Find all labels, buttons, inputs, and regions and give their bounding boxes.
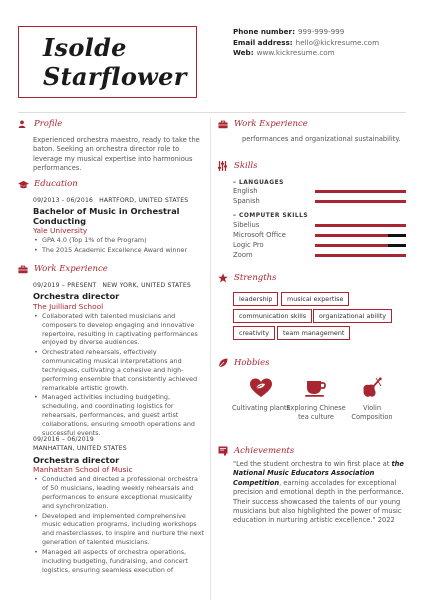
education-school: Yale University <box>33 226 88 236</box>
hobby-item <box>342 377 402 422</box>
hobby-label: Exploring Chinese tea culture <box>286 404 346 421</box>
skill-row <box>233 186 406 196</box>
list-item: • The 2015 Academic Excellence Award winner <box>33 246 205 255</box>
job-date: 09/2019 – PRESENT <box>33 282 97 289</box>
star-icon <box>218 273 232 283</box>
education-meta <box>33 196 205 205</box>
strength-tag: musical expertise <box>281 292 349 306</box>
list-item: • Collaborated with talented musicians and composers to develop engaging and innovative repertoire, resulting in captivating performances enjoyed by diverse audiences. <box>33 312 205 347</box>
education-degree: Bachelor of Music in Orchestral Conducting <box>33 206 180 226</box>
skill-bar <box>315 234 406 237</box>
job-org: The Juilliard School <box>33 301 104 311</box>
experience-cont-text: performances and organizational sustainability. <box>242 135 401 143</box>
experience-cont-heading: Work Experience <box>218 118 308 130</box>
experience-heading: Work Experience <box>18 263 108 275</box>
violin-icon <box>342 377 402 399</box>
job-date: 09/2016 – 06/2019 <box>33 436 94 443</box>
briefcase-icon <box>218 120 232 129</box>
hobby-label: Violin Composition <box>351 404 393 421</box>
hobby-item <box>286 377 346 422</box>
skill-row <box>233 230 406 240</box>
job-location: NEW YORK, UNITED STATES <box>102 282 191 289</box>
skill-bar <box>315 224 406 227</box>
contact-email: Email address: hello@kickresume.com <box>233 37 380 47</box>
job-meta <box>33 435 205 444</box>
skills-group-computer: – COMPUTER SKILLS <box>233 213 309 219</box>
list-item: • GPA 4.0 (Top 1% of the Program) <box>33 236 205 245</box>
education-location: HARTFORD, UNITED STATES <box>99 197 189 204</box>
last-name: Starflower <box>43 62 187 91</box>
skill-bar <box>315 200 406 203</box>
profile-text: Experienced orchestra maestro, ready to take the baton. Seeking an orchestra director role to leverage my musical expertise into harmonious performances. <box>33 136 200 172</box>
person-icon <box>18 120 32 128</box>
strength-tag: leadership <box>233 292 278 306</box>
skills-sliders-icon <box>218 161 232 171</box>
skills-heading: Skills <box>218 160 258 172</box>
skill-name: Spanish <box>233 197 260 205</box>
graduation-cap-icon <box>18 180 32 189</box>
hobby-item <box>231 377 291 413</box>
list-item: • Managed all aspects of orchestra operations, including budgeting, fundraising, and concert logistics, ensuring seamless execution of <box>33 548 205 575</box>
skill-bar <box>315 254 406 257</box>
job-bullets <box>33 475 205 574</box>
competition-name: the National Music Educators Association Competition <box>233 460 404 487</box>
job-org: Manhattan School of Music <box>33 465 133 475</box>
tea-leaf-icon <box>218 358 232 368</box>
list-item: • Managed activities including budgeting, scheduling, and coordinating logistics for rehearsals, performances, and guest artist collaborations, ensuring smooth operations and successful events. <box>33 393 205 437</box>
certificate-icon <box>218 446 232 456</box>
job-entry-2 <box>33 435 205 574</box>
leaf-heart-icon <box>231 377 291 399</box>
contact-info <box>233 27 379 59</box>
education-date: 09/2013 - 06/2016 <box>33 197 94 204</box>
skill-row <box>233 196 406 206</box>
job-title: Orchestra director <box>33 291 120 302</box>
education-bullets <box>33 236 205 255</box>
skill-name: Microsoft Office <box>233 231 286 239</box>
skill-name: Logic Pro <box>233 241 264 249</box>
teacup-icon <box>286 377 346 399</box>
skill-row <box>233 220 406 230</box>
strength-tag: organizational ability <box>313 309 392 323</box>
skill-bar <box>315 190 406 193</box>
profile-heading: Profile <box>18 118 62 130</box>
strength-tag: communication skills <box>233 309 312 323</box>
column-divider <box>210 118 211 600</box>
briefcase-icon <box>18 265 32 274</box>
skills-group-languages: – LANGUAGES <box>233 180 284 186</box>
achievements-heading: Achievements <box>218 445 294 457</box>
skill-name: English <box>233 187 258 195</box>
education-entry <box>33 196 205 255</box>
job-meta <box>33 281 205 290</box>
achievement-text: "Led the student orchestra to win first place at the National Music Educators Association Competition, earning accolades for exceptional precision and emotional depth in the performance. Their success showcased the talents of our young musicians but also highlighted the power of music education in nurturing artistic excellence." 2022 <box>233 460 404 525</box>
contact-web: Web: www.kickresume.com <box>233 48 335 58</box>
first-name: Isolde <box>43 33 127 62</box>
strength-tag: team management <box>277 326 350 340</box>
header-divider <box>18 112 406 113</box>
skill-row <box>233 240 406 250</box>
education-heading: Education <box>18 178 78 190</box>
strengths-heading: Strengths <box>218 272 277 284</box>
skill-bar <box>315 244 406 247</box>
skill-row <box>233 250 406 260</box>
hobbies-heading: Hobbies <box>218 357 270 369</box>
job-bullets <box>33 312 205 438</box>
skill-name: Zoom <box>233 251 253 259</box>
strength-tag: creativity <box>233 326 275 340</box>
skill-name: Sibelius <box>233 221 260 229</box>
contact-phone: Phone number: 999-999-999 <box>233 27 345 36</box>
list-item: • Conducted and directed a professional orchestra of 50 musicians, leading weekly rehearsals and performances to ensure exceptional musicality and synchronization. <box>33 475 205 510</box>
job-title: Orchestra director <box>33 454 120 465</box>
name-box <box>18 26 197 98</box>
list-item: • Developed and implemented comprehensive music education programs, including workshops and masterclasses, to inspire and nurture the next generation of talented musicians. <box>33 512 205 547</box>
hobby-label: Cultivating plants <box>231 404 291 412</box>
job-location: MANHATTAN, UNITED STATES <box>33 445 127 453</box>
job-entry-1 <box>33 281 205 438</box>
list-item: • Orchestrated rehearsals, effectively communicating musical interpretations and techniques, cultivating a cohesive and high-performing ensemble that consistently achieved remarkable artistic growth. <box>33 348 205 392</box>
